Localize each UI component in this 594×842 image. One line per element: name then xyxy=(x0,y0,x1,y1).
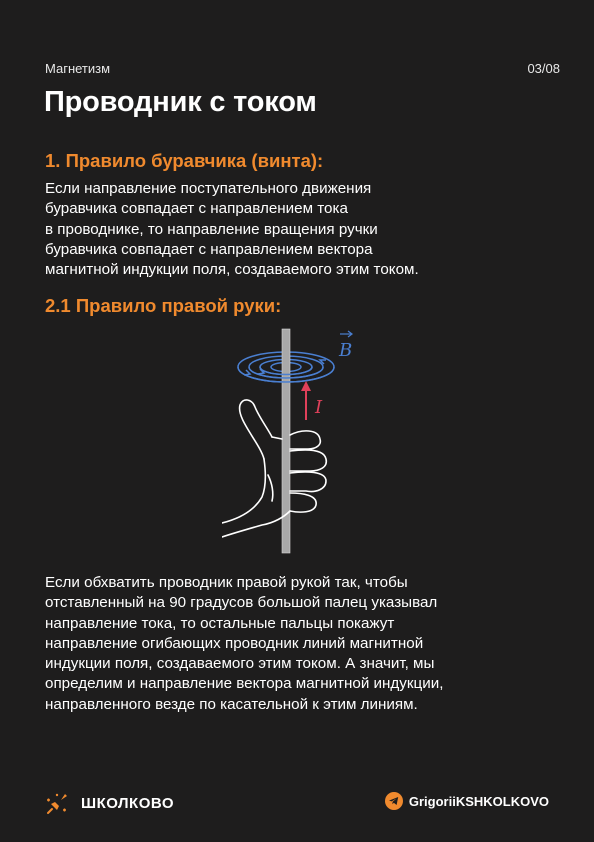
text-line: отставленный на 90 градусов большой палец указывал xyxy=(45,594,438,612)
telegram-link[interactable] xyxy=(385,792,549,810)
page-title: Проводник с током xyxy=(44,86,317,118)
section-label: Магнетизм xyxy=(45,61,111,76)
conductor-wire xyxy=(282,329,290,553)
hand-outline xyxy=(222,400,326,537)
right-hand-illustration xyxy=(222,325,370,557)
right-hand-rule-text xyxy=(45,573,443,715)
text-line: буравчика совпадает с направлением вектора xyxy=(45,240,373,258)
text-line: буравчика совпадает с направлением тока xyxy=(45,200,348,218)
text-line: магнитной индукции поля, создаваемого этим током. xyxy=(45,261,419,279)
text-line: направленного везде по касательной к этим линиям. xyxy=(45,695,418,713)
right-hand-rule-figure xyxy=(222,325,370,557)
brand-logo[interactable] xyxy=(45,790,174,816)
telegram-icon xyxy=(385,792,403,810)
text-line: направление огибающих проводник линий магнитной xyxy=(45,634,424,652)
b-vector-label xyxy=(338,331,352,361)
text-line: в проводнике, то направление вращения ручки xyxy=(45,220,378,238)
telegram-handle: GrigoriiKSHKOLKOVO xyxy=(408,793,549,809)
brand-name: ШКОЛКОВО xyxy=(81,794,174,812)
svg-text:B: B xyxy=(339,340,353,361)
right-hand-rule-heading: 2.1 Правило правой руки: xyxy=(45,295,282,316)
gimlet-rule-heading: 1. Правило буравчика (винта): xyxy=(45,150,324,171)
text-line: Если направление поступательного движения xyxy=(45,180,372,197)
text-line: индукции поля, создаваемого этим током. А значит, мы xyxy=(45,655,435,673)
rocket-icon xyxy=(45,790,71,816)
text-line: Если обхватить проводник правой рукой так, чтобы xyxy=(45,574,408,591)
text-line: направление тока, то остальные пальцы покажут xyxy=(45,614,395,632)
gimlet-rule-text xyxy=(45,179,419,280)
text-line: определим и направление вектора магнитной индукции, xyxy=(45,675,444,693)
current-label: I xyxy=(315,397,323,418)
current-arrow xyxy=(301,381,311,420)
page-number: 03/08 xyxy=(527,61,560,76)
